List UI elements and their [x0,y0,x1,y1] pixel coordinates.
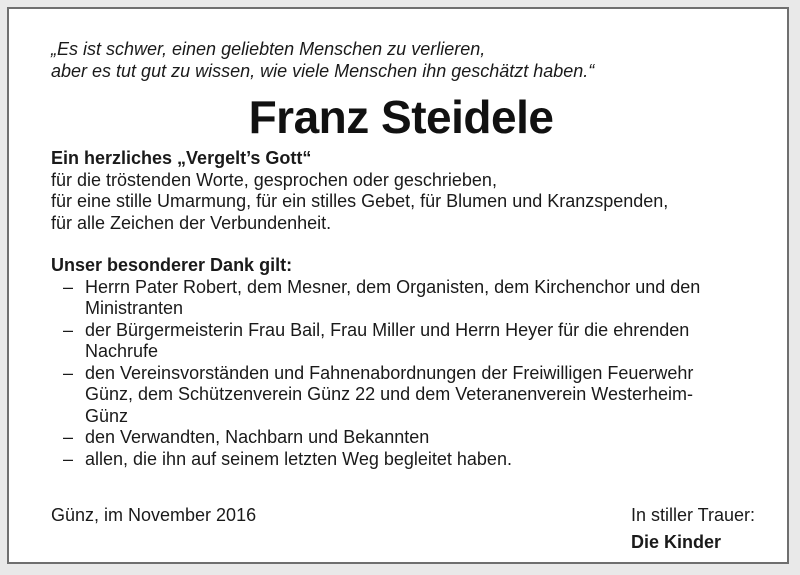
list-item-line: Herrn Pater Robert, dem Mesner, dem Organisten, dem Kirchenchor und den [85,276,701,297]
quote-line-2: aber es tut gut zu wissen, wie viele Menschen ihn geschätzt haben.“ [51,60,595,81]
thanks-line: für alle Zeichen der Verbundenheit. [51,212,332,233]
list-item [51,363,751,428]
thanks-heading: Ein herzliches „Vergelt’s Gott“ [51,148,312,168]
dash-bullet: – [63,276,74,297]
thanks-line: für eine stille Umarmung, für ein stilles Gebet, für Blumen und Kranzspenden, [51,191,669,211]
list-item-line: den Verwandten, Nachbarn und Bekannten [85,427,430,447]
list-item-line: der Bürgermeisterin Frau Bail, Frau Miller und Herrn Heyer für die ehrenden [85,319,690,340]
deceased-name: Franz Steidele [248,91,554,143]
signature: Die Kinder [630,531,721,552]
list-item [51,320,751,363]
list-item [51,427,751,449]
list-item-line: den Vereinsvorständen und Fahnenabordnungen der Freiwilligen Feuerwehr [85,362,694,383]
list-item-line: Ministranten [85,298,184,318]
list-item [51,449,751,471]
list-item-line: allen, die ihn auf seinem letzten Weg begleitet haben. [85,448,512,469]
list-item [51,277,751,320]
place-date: Günz, im November 2016 [51,505,257,525]
opening-quote [51,39,751,82]
special-thanks-section [51,255,751,470]
dash-bullet: – [63,448,74,469]
thanks-line: für die tröstenden Worte, gesprochen oder geschrieben, [51,169,497,190]
thanks-section [51,148,751,234]
list-item-line: Günz, dem Schützenverein Günz 22 und dem Veteranenverein Westerheim- [85,384,694,404]
dash-bullet: – [63,319,74,340]
obituary-content [51,39,755,552]
special-thanks-heading: Unser besonderer Dank gilt: [51,255,293,275]
mourning-label: In stiller Trauer: [630,505,755,525]
obituary-notice-frame [7,7,789,564]
mourning-block [631,505,755,553]
special-thanks-list [51,277,751,471]
dash-bullet: – [63,362,74,383]
list-item-line: Nachrufe [85,341,159,361]
list-item-line: Günz [85,405,129,426]
dash-bullet: – [63,427,74,447]
quote-line-1: „Es ist schwer, einen geliebten Menschen zu verlieren, [51,39,486,59]
